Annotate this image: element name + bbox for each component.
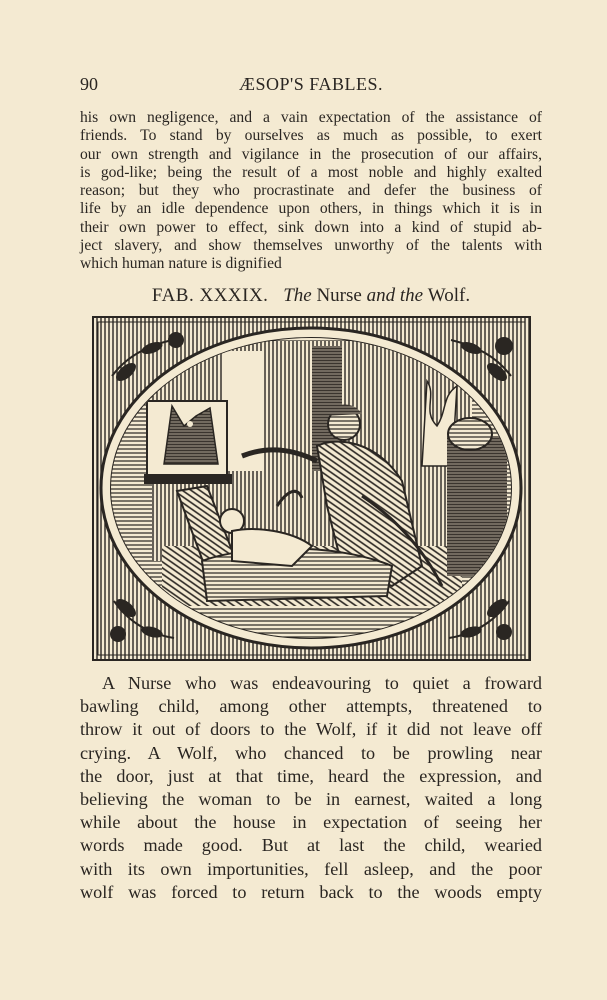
text-line: ject slavery, and show themselves unworthy of the talents with [80,237,542,255]
text-line: crying. A Wolf, who chanced to be prowling near [80,742,542,763]
text-line: their own power to effect, sink down into a kind of stupid ab- [80,218,542,236]
text-line: throw it out of doors to the Wolf, if it did not leave off [80,719,542,740]
fable-title-word: Nurse [316,285,362,306]
text-line: while about the house in expectation of seeing her [80,812,542,833]
text-line: friends. To stand by ourselves as much as possible, to exert [80,127,542,145]
text-line: life by an idle dependence upon others, in things which it is in [80,200,542,218]
fable-body [80,672,542,904]
fable-number: FAB. XXXIX. [151,285,269,306]
text-line: his own negligence, and a vain expectation of the assistance of [80,109,542,126]
page-header [80,74,542,100]
fable-title [283,285,470,306]
previous-fable-moral [80,109,542,274]
page-number: 90 [80,74,98,94]
running-title: ÆSOP'S FABLES. [239,74,383,94]
text-line: which human nature is dignified [80,255,282,273]
text-line: words made good. But at last the child, wearied [80,835,542,856]
text-line: our own strength and vigilance in the prosecution of our affairs, [80,145,542,163]
fable-title-word: Wolf. [427,285,471,306]
text-line: A Nurse who was endeavouring to quiet a froward [102,673,542,693]
text-line: the door, just at that time, heard the expression, and [80,765,542,786]
woodcut-illustration [92,316,531,661]
text-line: reason; but they who procrastinate and defer the business of [80,182,542,200]
fable-title-word: The [283,285,312,306]
text-line: wolf was forced to return back to the woods empty [80,881,542,902]
fable-title-word: and the [366,285,424,306]
text-line: bawling child, among other attempts, threatened to [80,696,542,717]
fable-heading [80,285,542,307]
text-line: with its own importunities, fell asleep, and the poor [80,858,542,879]
text-line: believing the woman to be in earnest, waited a long [80,789,542,810]
text-line: is god-like; being the result of a most noble and highly exalted [80,163,542,181]
